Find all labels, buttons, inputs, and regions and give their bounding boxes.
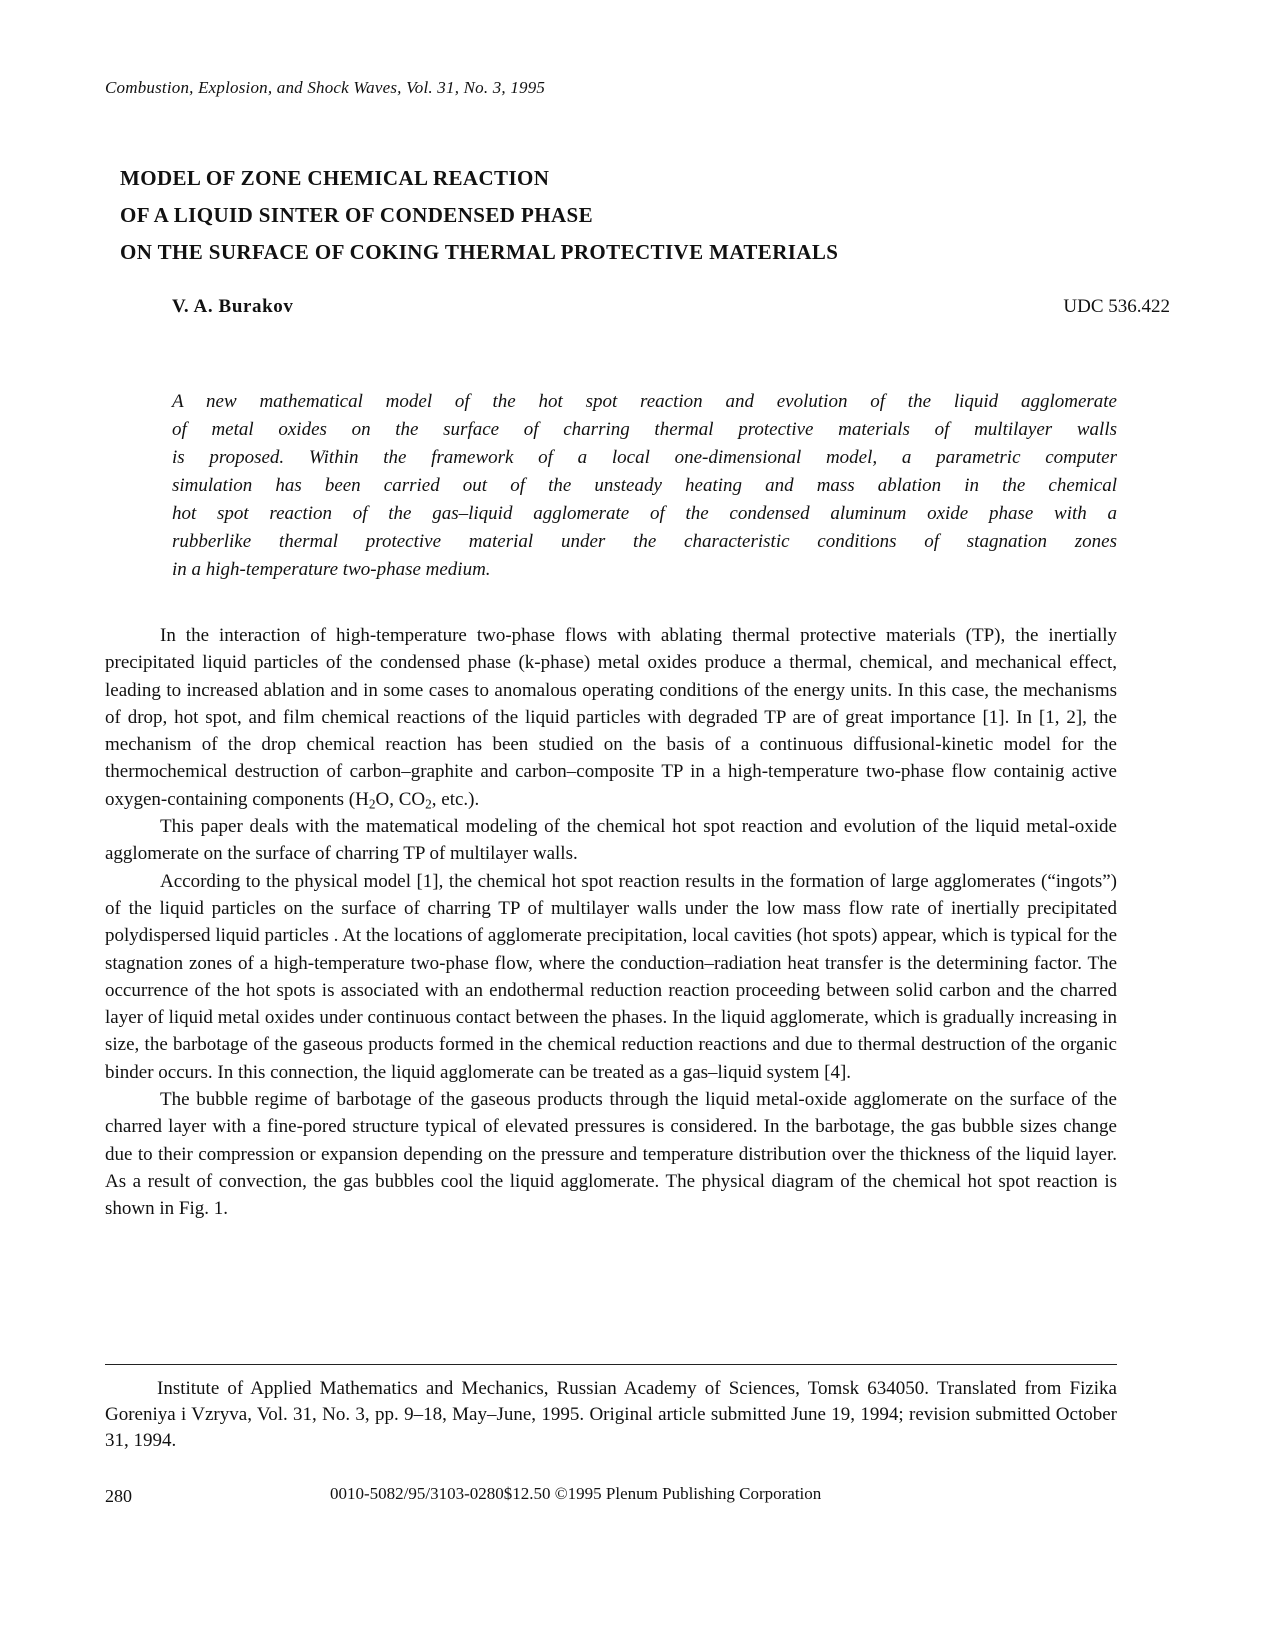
body-paragraph: This paper deals with the matematical modeling of the chemical hot spot reaction and evolution of the liquid metal-oxide agglomerate on the surface of charring TP of multilayer walls. [105,816,1117,865]
footnote [105,1376,1117,1454]
body-text [105,622,1117,1223]
footnote-text: Institute of Applied Mathematics and Mechanics, Russian Academy of Sciences, Tomsk 634050. Translated from Fizika Goreniya i Vzryva, Vol. 31, No. 3, pp. 9–18, May–June, 1995. Original article submitted June 19, 1994; revision submitted October 31, 1994. [105,1378,1117,1451]
author-name: V. A. Burakov [172,296,294,317]
title-line: OF A LIQUID SINTER OF CONDENSED PHASE [120,203,593,227]
journal-header: Combustion, Explosion, and Shock Waves, Vol. 31, No. 3, 1995 [105,78,546,97]
abstract-line: rubberlike thermal protective material under the characteristic conditions of stagnation zones [172,531,1117,552]
formula-subscript: 2 [368,796,376,812]
body-paragraph: According to the physical model [1], the chemical hot spot reaction results in the formation of large agglomerates (“ingots”) of the liquid particles on the surface of charring TP of multilayer walls under the low mass flow rate of inertially precipitated polydispersed liquid particles . At the locations of agglomerate precipitation, local cavities (hot spots) appear, which is typical for the stagnation zones of a high-temperature two-phase flow, where the conduction–radiation heat transfer is the determining factor. The occurrence of the hot spots is associated with an endothermal reduction reaction proceeding between solid carbon and the charred layer of liquid metal oxides under continuous contact between the phases. In the liquid agglomerate, which is gradually increasing in size, the barbotage of the gaseous products formed in the chemical reduction reactions and due to thermal destruction of the organic binder occurs. In this connection, the liquid agglomerate can be treated as a gas–liquid system [4]. [105,870,1117,1083]
paragraph-text: , etc.). [431,788,480,810]
abstract-line: simulation has been carried out of the unsteady heating and mass ablation in the chemical [172,475,1117,496]
abstract-line: A new mathematical model of the hot spot reaction and evolution of the liquid agglomerate [172,391,1117,412]
abstract-line: of metal oxides on the surface of charring thermal protective materials of multilayer walls [172,419,1117,440]
article-title [120,160,838,271]
title-line: MODEL OF ZONE CHEMICAL REACTION [120,166,550,190]
page-number: 280 [105,1486,132,1506]
body-paragraph: The bubble regime of barbotage of the gaseous products through the liquid metal-oxide agglomerate on the surface of the charred layer with a fine-pored structure typical of elevated pressures is considered. In the barbotage, the gas bubble sizes change due to their compression or expansion depending on the pressure and temperature distribution over the thickness of the liquid layer. As a result of convection, the gas bubbles cool the liquid agglomerate. The physical diagram of the chemical hot spot reaction is shown in Fig. 1. [105,1089,1117,1220]
copyright-line: 0010-5082/95/3103-0280$12.50 ©1995 Plenum Publishing Corporation [330,1484,822,1503]
abstract-line: hot spot reaction of the gas–liquid agglomerate of the condensed aluminum oxide phase with a [172,503,1117,524]
abstract [172,388,1117,584]
udc-code: UDC 536.422 [1063,296,1170,317]
abstract-line: in a high-temperature two-phase medium. [172,559,491,580]
title-line: ON THE SURFACE OF COKING THERMAL PROTECTIVE MATERIALS [120,240,839,264]
abstract-line: is proposed. Within the framework of a local one-dimensional model, a parametric computer [172,447,1117,468]
paragraph-text: In the interaction of high-temperature two-phase flows with ablating thermal protective materials (TP), the inertially precipitated liquid particles of the condensed phase (k-phase) metal oxides produce a thermal, chemical, and mechanical effect, leading to increased ablation and in some cases to anomalous operating conditions of the energy units. In this case, the mechanisms of drop, hot spot, and film chemical reactions of the liquid particles with degraded TP are of great importance [1]. In [1, 2], the mechanism of the drop chemical reaction has been studied on the basis of a continuous diffusional-kinetic model for the thermochemical destruction of carbon–graphite and carbon–composite TP in a high-temperature two-phase flow containig active oxygen-containing components ( [105,625,1117,810]
formula-subscript: 2 [425,796,432,812]
body-paragraph [105,622,1117,813]
formula-text: O, CO [375,788,426,810]
formula-text: H [355,788,369,810]
footnote-divider [105,1364,1117,1365]
